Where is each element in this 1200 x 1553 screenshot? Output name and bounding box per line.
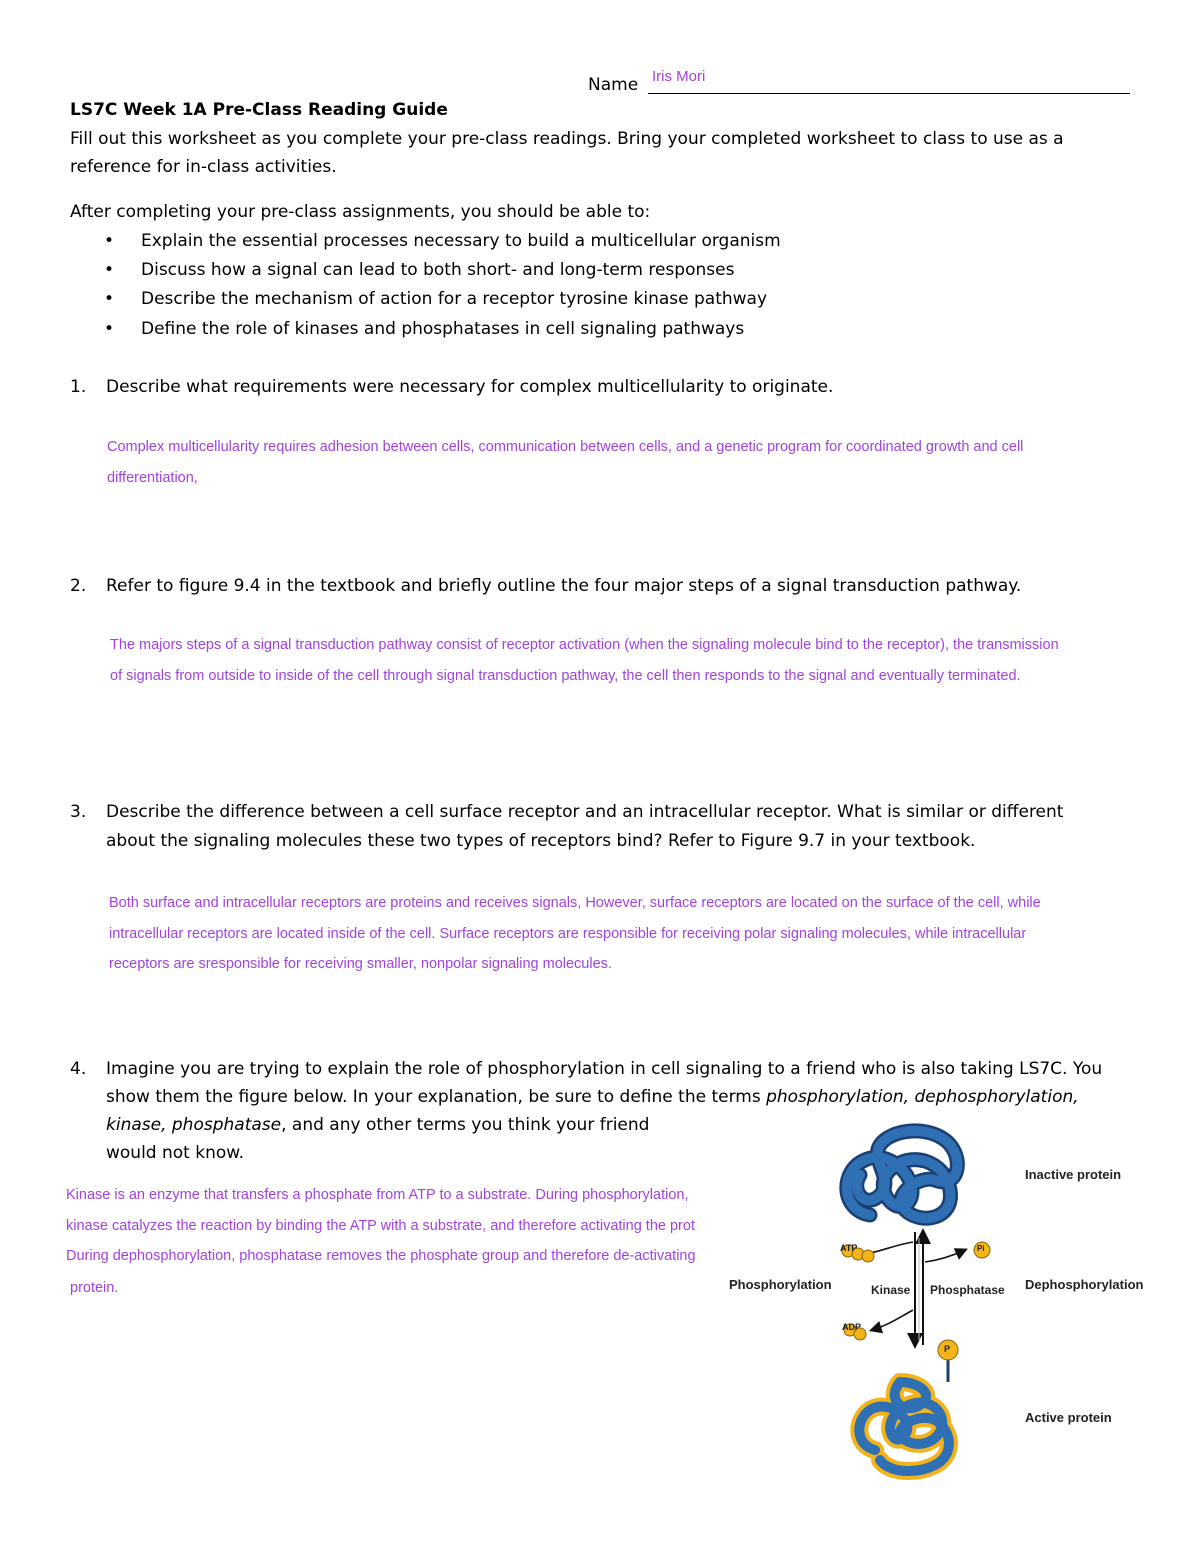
answer-4-line-4[interactable]: protein.: [70, 1280, 119, 1296]
question-2-text: Refer to figure 9.4 in the textbook and briefly outline the four major steps of a signal transduction pathway.: [106, 576, 1022, 596]
active-protein-label: Active protein: [1025, 1410, 1112, 1425]
answer-4-box[interactable]: [66, 1180, 773, 1310]
question-4-number: 4.: [70, 1059, 87, 1079]
objective-item: Discuss how a signal can lead to both short- and long-term responses: [141, 260, 735, 280]
question-3-number: 3.: [70, 802, 87, 822]
objectives-intro: After completing your pre-class assignments, you should be able to:: [70, 202, 651, 222]
bullet-icon: •: [104, 319, 115, 339]
question-1-text: Describe what requirements were necessary for complex multicellularity to originate.: [106, 377, 834, 397]
pi-label: Pi: [977, 1244, 985, 1253]
instructions-line-2: reference for in-class activities.: [70, 157, 337, 177]
answer-2-line-1[interactable]: The majors steps of a signal transduction pathway consist of receptor activation (when the signaling molecule bind to the receptor), the transmission: [110, 637, 1059, 653]
phosphorylation-label: Phosphorylation: [729, 1277, 832, 1292]
active-protein-shape: [859, 1360, 949, 1471]
answer-1-line-1[interactable]: Complex multicellularity requires adhesion between cells, communication between cells, and a genetic program for coordinated growth and cell: [107, 439, 1024, 455]
answer-4-line-1[interactable]: Kinase is an enzyme that transfers a phosphate from ATP to a substrate. During phosphorylation,: [66, 1187, 689, 1203]
question-4-line-2-terms: phosphorylation, dephosphorylation,: [766, 1087, 1079, 1107]
inactive-protein-label: Inactive protein: [1025, 1167, 1122, 1182]
name-value[interactable]: Iris Mori: [652, 68, 706, 85]
dephosphorylation-label: Dephosphorylation: [1025, 1277, 1144, 1292]
atp-label: ATP: [840, 1243, 858, 1253]
bullet-icon: •: [104, 231, 115, 251]
instructions-line-1: Fill out this worksheet as you complete your pre-class readings. Bring your completed worksheet to class to use as a: [70, 129, 1064, 149]
adp-output-arrow: [872, 1310, 913, 1330]
kinase-label: Kinase: [871, 1283, 911, 1297]
adp-label: ADP: [842, 1322, 862, 1332]
question-4-text-line-1: Imagine you are trying to explain the role of phosphorylation in cell signaling to a friend who is also taking LS7C. You: [106, 1059, 1103, 1079]
objective-item: Explain the essential processes necessary to build a multicellular organism: [141, 231, 781, 251]
question-4-text-line-3: [106, 1111, 649, 1139]
phosphatase-label: Phosphatase: [930, 1283, 1005, 1297]
question-4-line-3-terms: kinase, phosphatase: [106, 1115, 282, 1135]
answer-3-line-2[interactable]: intracellular receptors are located inside of the cell. Surface receptors are responsible for receiving polar signaling molecules, while intracellular: [109, 926, 1027, 942]
bullet-icon: •: [104, 260, 115, 280]
answer-3-line-3[interactable]: receptors are sresponsible for receiving smaller, nonpolar signaling molecules.: [109, 956, 612, 972]
inactive-protein-shape: [847, 1131, 958, 1218]
phosphate-label: P: [944, 1344, 951, 1354]
worksheet-title: LS7C Week 1A Pre-Class Reading Guide: [70, 100, 448, 120]
objective-item: Define the role of kinases and phosphatases in cell signaling pathways: [141, 319, 745, 339]
objective-item: Describe the mechanism of action for a receptor tyrosine kinase pathway: [141, 289, 768, 309]
question-3-text-line-2: about the signaling molecules these two types of receptors bind? Refer to Figure 9.7 in your textbook.: [106, 831, 976, 851]
phosphorylation-figure: [720, 1120, 1190, 1490]
question-1-number: 1.: [70, 377, 87, 397]
question-4-line-2-plain: show them the figure below. In your explanation, be sure to define the terms: [106, 1087, 767, 1107]
name-underline: [648, 93, 1130, 94]
answer-1-line-2[interactable]: differentiation,: [107, 470, 198, 486]
question-4-text-line-2: [106, 1083, 1079, 1111]
answer-2-line-2[interactable]: of signals from outside to inside of the cell through signal transduction pathway, the cell then responds to the signal and eventually terminated.: [110, 668, 1021, 684]
answer-3-line-1[interactable]: Both surface and intracellular receptors are proteins and receives signals, However, surface receptors are located on the surface of the cell, while: [109, 895, 1041, 911]
question-4-text-line-4: would not know.: [106, 1143, 245, 1163]
answer-4-line-2[interactable]: kinase catalyzes the reaction by binding the ATP with a substrate, and therefore activating the prot: [66, 1218, 695, 1234]
question-3-text-line-1: Describe the difference between a cell surface receptor and an intracellular receptor. What is similar or different: [106, 802, 1064, 822]
bullet-icon: •: [104, 289, 115, 309]
answer-4-line-3[interactable]: During dephosphorylation, phosphatase removes the phosphate group and therefore de-activating: [66, 1248, 696, 1264]
question-2-number: 2.: [70, 576, 87, 596]
name-label: Name: [588, 75, 639, 95]
question-4-line-3-plain: , and any other terms you think your friend: [281, 1115, 650, 1135]
atp-input-arrow: [870, 1242, 913, 1253]
pi-output-arrow: [925, 1250, 965, 1262]
